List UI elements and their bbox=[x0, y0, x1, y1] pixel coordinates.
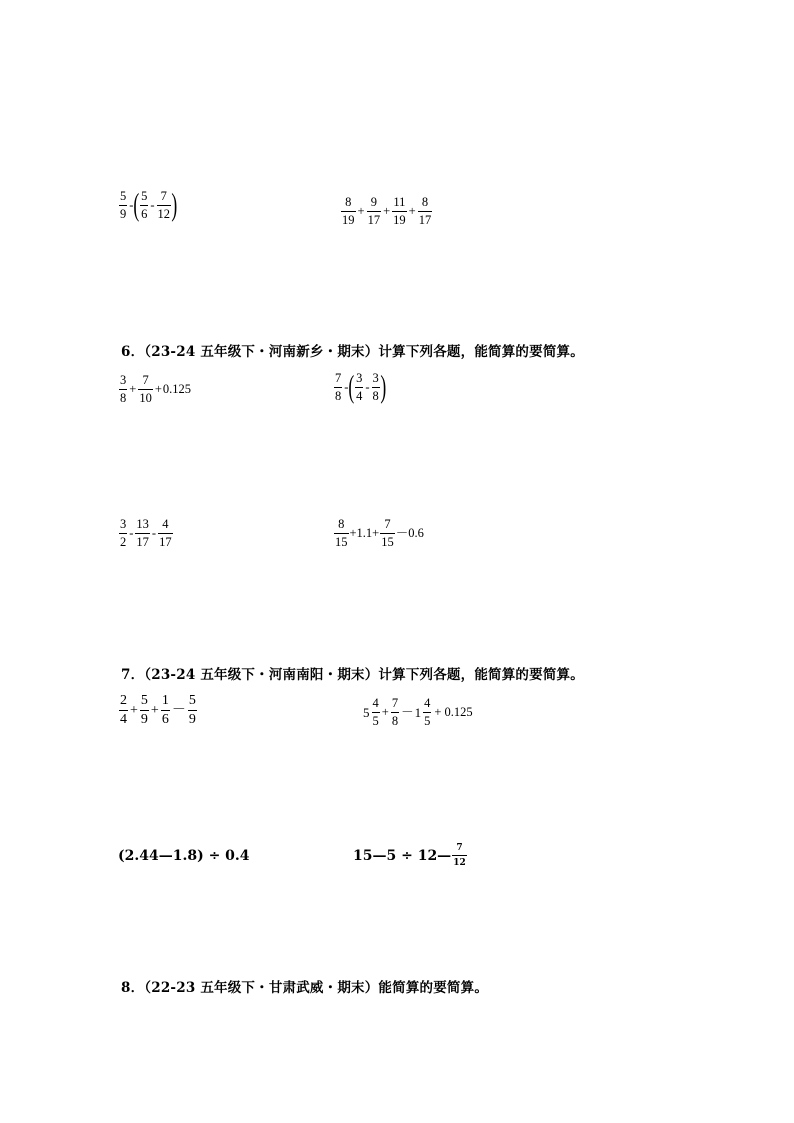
fraction: $\frac{7}{12}$ bbox=[453, 843, 466, 868]
fraction: $\frac{7}{12}$ bbox=[157, 189, 170, 221]
fraction: $\frac{2}{4}$ bbox=[120, 693, 127, 727]
q7-expression-2: 5 $\frac{4}{5}$ + $\frac{7}{8}$ － 1 $\frac{4}{5}$ + 0.125 bbox=[363, 696, 473, 728]
q6-expression-3: $\frac{3}{2}$ - $\frac{13}{17}$ - $\frac{4}{17}$ bbox=[120, 517, 172, 549]
fraction: $\frac{7}{8}$ bbox=[391, 696, 399, 728]
fraction: $\frac{3}{2}$ bbox=[120, 517, 127, 549]
question-6-heading: 6．（23-24 五年级下・河南新乡・期末）计算下列各题，能简算的要简算。 bbox=[121, 344, 584, 360]
fraction: $\frac{4}{5}$ bbox=[372, 696, 379, 728]
fraction: $\frac{8}{17}$ bbox=[418, 195, 432, 227]
fraction: $\frac{4}{17}$ bbox=[159, 517, 172, 549]
q6-expression-4: $\frac{8}{15}$ +1.1+ $\frac{7}{15}$ －0.6 bbox=[335, 517, 424, 549]
fraction: $\frac{5}{6}$ bbox=[141, 189, 148, 221]
fraction: $\frac{3}{4}$ bbox=[356, 371, 363, 403]
q7-expression-4: 15—5 ÷ 12— $\frac{7}{12}$ bbox=[353, 843, 466, 868]
fraction: $\frac{4}{5}$ bbox=[424, 696, 431, 728]
q7-expression-1: $\frac{2}{4}$ + $\frac{5}{9}$ + $\frac{1}{6}$ － $\frac{5}{9}$ bbox=[120, 693, 196, 727]
fraction: $\frac{5}{9}$ bbox=[120, 189, 127, 221]
question-7-heading: 7．（23-24 五年级下・河南南阳・期末）计算下列各题，能简算的要简算。 bbox=[121, 667, 584, 683]
fraction: $\frac{5}{9}$ bbox=[140, 693, 148, 727]
fraction: $\frac{1}{6}$ bbox=[161, 693, 169, 727]
expression-top-1: $\frac{5}{9}$ - ( $\frac{5}{6}$ - $\frac{7}{12}$ ) bbox=[120, 186, 178, 223]
fraction: $\frac{5}{9}$ bbox=[188, 693, 196, 727]
q7-expression-3: (2.44—1.8) ÷ 0.4 bbox=[118, 848, 250, 864]
fraction: $\frac{11}{19}$ bbox=[393, 195, 406, 227]
question-8-heading: 8．（22-23 五年级下・甘肃武威・期末）能简算的要简算。 bbox=[121, 980, 489, 996]
q6-expression-1: $\frac{3}{8}$ + $\frac{7}{10}$ + 0.125 bbox=[120, 373, 191, 405]
fraction: $\frac{7}{8}$ bbox=[335, 371, 342, 403]
fraction: $\frac{8}{15}$ bbox=[335, 517, 348, 549]
fraction: $\frac{7}{10}$ bbox=[139, 373, 152, 405]
q6-expression-2: $\frac{7}{8}$ - ( $\frac{3}{4}$ - $\frac{3}{8}$ ) bbox=[335, 368, 387, 405]
fraction: $\frac{13}{17}$ bbox=[136, 517, 149, 549]
fraction: $\frac{3}{8}$ bbox=[372, 371, 379, 403]
fraction: $\frac{7}{15}$ bbox=[381, 517, 394, 549]
fraction: $\frac{3}{8}$ bbox=[120, 373, 127, 405]
expression-top-2: $\frac{8}{19}$ + $\frac{9}{17}$ + $\frac{11}{19}$ + $\frac{8}{17}$ bbox=[342, 195, 432, 227]
fraction: $\frac{9}{17}$ bbox=[367, 195, 381, 227]
fraction: $\frac{8}{19}$ bbox=[342, 195, 355, 227]
